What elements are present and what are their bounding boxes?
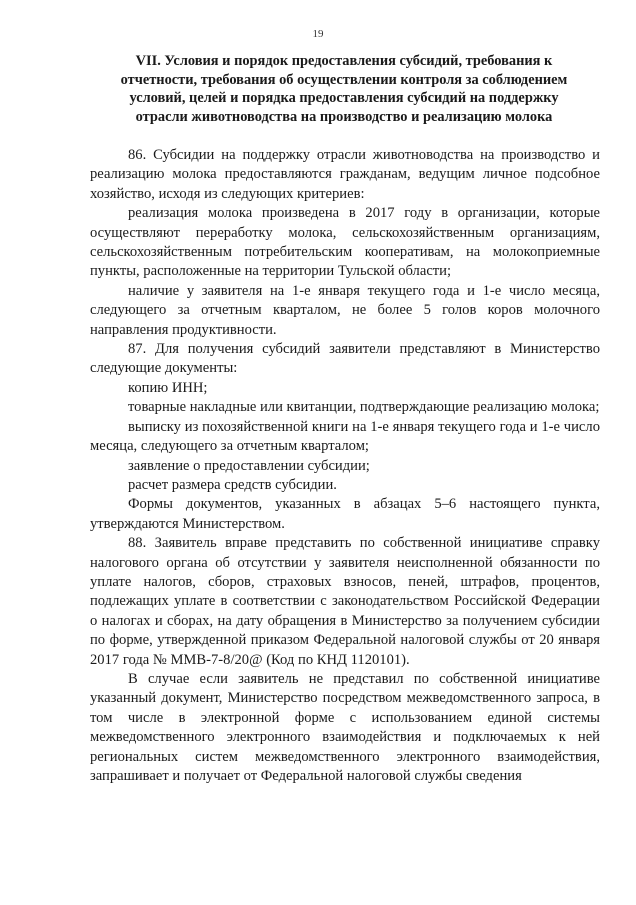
heading-line: отчетности, требования об осуществлении контроля за соблюдением <box>120 71 568 88</box>
heading-line: отрасли животноводства на производство и реализацию молока <box>135 108 553 125</box>
heading-line: VII. Условия и порядок предоставления субсидий, требования к <box>135 53 553 69</box>
paragraph-87: 87. Для получения субсидий заявители представляют в Министерство следующие документы: <box>90 341 600 377</box>
criterion-milk-sales: реализация молока произведена в 2017 году в организации, которые осуществляют переработку молока, сельскохозяйственным организациям, сельскохозяйственным потребительским кооперативам, на молокоприемные пункты, расположенные на территории Тульской области; <box>90 205 600 280</box>
paragraph-86: 86. Субсидии на поддержку отрасли животноводства на производство и реализацию молока предоставляются гражданам, ведущим личное подсобное хозяйство, исходя из следующих критериев: <box>90 147 600 202</box>
document-item-calculation: расчет размера средств субсидии. <box>128 476 337 493</box>
document-item-application: заявление о предоставлении субсидии; <box>128 457 370 474</box>
forms-approval-note: Формы документов, указанных в абзацах 5–6 настоящего пункта, утверждаются Министерством. <box>90 496 600 532</box>
document-item-inn: копию ИНН; <box>128 379 208 396</box>
paragraph-88: 88. Заявитель вправе представить по собственной инициативе справку налогового органа об отсутствии у заявителя неисполненной обязанности по уплате налогов, сборов, страховых взносов, пеней, штрафов, процентов, подлежащих уплате в соответствии с законодательством Российской Федерации о налогах и сборах, на дату обращения в Министерство за получением субсидии по форме, утвержденной приказом Федеральной налоговой службы от 20 января 2017 года № ММВ-7-8/20@ (Код по КНД 1120101). <box>90 535 600 668</box>
document-item-household-book: выписку из похозяйственной книги на 1-е января текущего года и 1-е число месяца, следующего за отчетным кварталом; <box>90 418 600 455</box>
document-body <box>90 146 600 786</box>
document-item-invoices: товарные накладные или квитанции, подтверждающие реализацию молока; <box>128 399 600 416</box>
heading-line: условий, целей и порядка предоставления субсидий на поддержку <box>129 90 559 107</box>
page-number: 19 <box>312 28 324 40</box>
section-heading <box>88 52 600 126</box>
criterion-cow-count: наличие у заявителя на 1-е января текущего года и 1-е число месяца, следующего за отчетным кварталом, не более 5 голов коров молочного направления продуктивности. <box>90 282 600 338</box>
interagency-request-paragraph: В случае если заявитель не представил по собственной инициативе указанный документ, Министерство посредством межведомственного запроса, в том числе в электронной форме с использованием единой системы межведомственного электронного взаимодействия и подключаемых к ней региональных систем межведомственного электронного взаимодействия, запрашивает и получает от Федеральной налоговой службы сведения <box>90 670 600 784</box>
